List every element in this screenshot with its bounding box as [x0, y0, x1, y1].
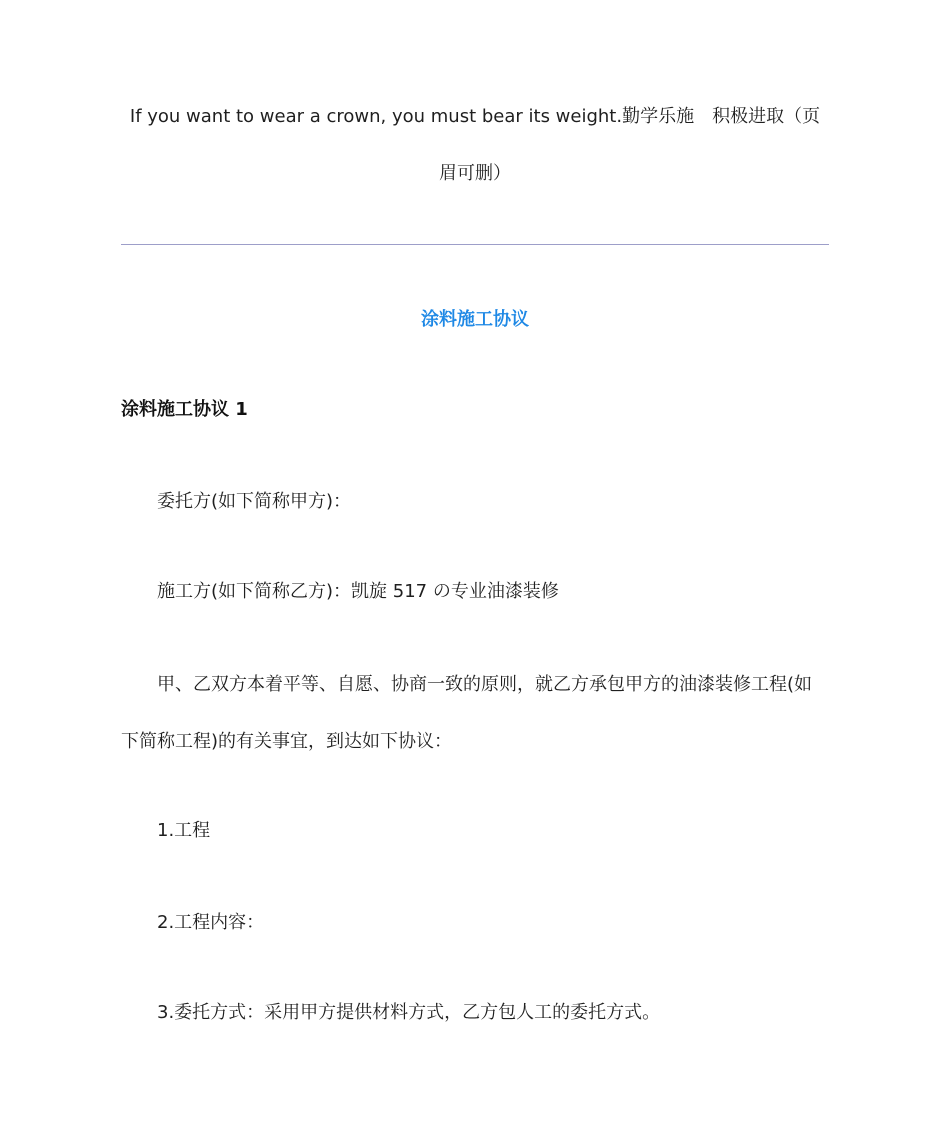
header-motto-cn: 勤学乐施 — [622, 106, 695, 127]
paragraph-contractor: 施工方(如下简称乙方)：凯旋 517 の专业油漆装修 — [157, 581, 559, 602]
section-title: 涂料施工协议 1 — [121, 399, 248, 420]
header-slogan: 积极进取（页眉可删） — [439, 106, 821, 184]
header-motto-en: If you want to wear a crown, you must bear its weight. — [129, 106, 623, 127]
paragraph-item-2: 2.工程内容： — [157, 912, 265, 933]
page-header — [121, 88, 829, 202]
paragraph-client: 委托方(如下简称甲方)： — [157, 491, 352, 512]
header-divider — [121, 244, 829, 245]
document-title: 涂料施工协议 — [421, 309, 529, 330]
paragraph-item-1: 1.工程 — [157, 820, 211, 841]
paragraph-item-3: 3.委托方式：采用甲方提供材料方式，乙方包人工的委托方式。 — [157, 1002, 661, 1023]
paragraph-agreement: 甲、乙双方本着平等、自愿、协商一致的原则，就乙方承包甲方的油漆装修工程(如下简称工程)的有关事宜，到达如下协议： — [121, 674, 813, 752]
